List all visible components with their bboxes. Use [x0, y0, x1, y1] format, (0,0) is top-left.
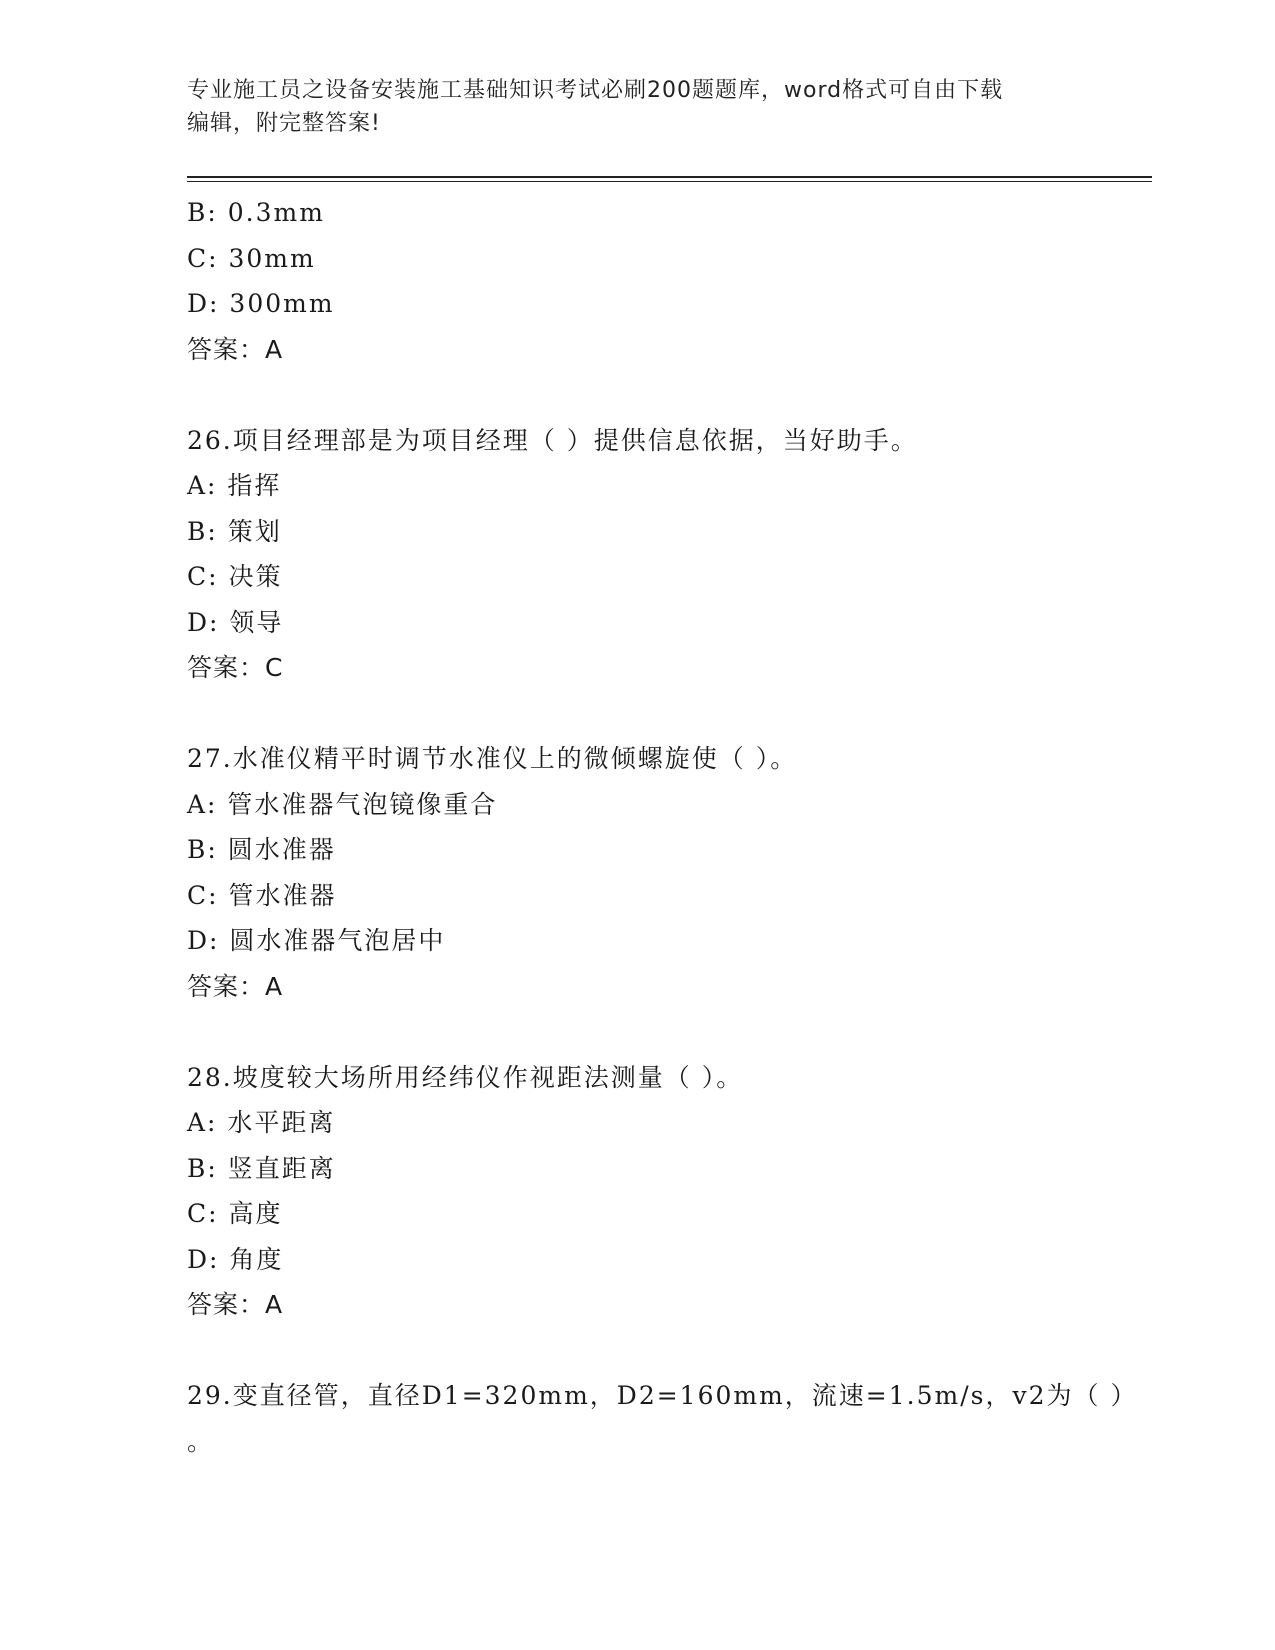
question-text-wrap: 。 — [187, 1426, 213, 1456]
spacer — [187, 1009, 1152, 1055]
answer-line: 答案：A — [187, 1290, 284, 1319]
option-c: C: 管水准器 — [187, 880, 337, 910]
header-divider-thick — [187, 176, 1152, 178]
option-d: D: 领导 — [187, 607, 284, 637]
option-b: B: 竖直距离 — [187, 1153, 336, 1183]
header-divider-thin — [187, 181, 1152, 182]
question-27-block — [187, 736, 1152, 1009]
question-text: 28.坡度较大场所用经纬仪作视距法测量（ ）。 — [187, 1062, 744, 1092]
answer-line: 答案：A — [187, 971, 284, 1001]
option-b: B: 策划 — [187, 516, 282, 546]
spacer — [187, 372, 1152, 418]
document-header — [187, 74, 1087, 140]
question-text: 27.水准仪精平时调节水准仪上的微倾螺旋使（ ）。 — [187, 744, 798, 773]
spacer — [187, 691, 1152, 737]
option-d: D: 角度 — [187, 1244, 284, 1274]
question-text: 26.项目经理部是为项目经理（ ）提供信息依据，当好助手。 — [187, 425, 918, 455]
option-b: B: 0.3mm — [187, 198, 325, 227]
answer-line: 答案：C — [187, 653, 284, 682]
option-a: A: 管水准器气泡镜像重合 — [187, 789, 498, 819]
question-25-block — [187, 190, 1152, 372]
option-a: A: 指挥 — [187, 471, 282, 500]
option-c: C: 30mm — [187, 243, 316, 273]
answer-line: 答案：A — [187, 334, 284, 364]
option-b: B: 圆水准器 — [187, 835, 336, 864]
option-d: D: 300mm — [187, 289, 335, 318]
option-d: D: 圆水准器气泡居中 — [187, 926, 446, 955]
question-29-block — [187, 1373, 1152, 1464]
spacer — [187, 1328, 1152, 1374]
header-line-1: 专业施工员之设备安装施工基础知识考试必刷200题题库，word格式可自由下载 — [187, 78, 1004, 103]
question-28-block — [187, 1055, 1152, 1328]
header-line-2: 编辑，附完整答案! — [187, 111, 381, 136]
question-text: 29.变直径管，直径D1=320mm，D2=160mm，流速=1.5m/s，v2为（ ） — [187, 1381, 1138, 1410]
option-c: C: 决策 — [187, 562, 283, 591]
question-list — [187, 190, 1152, 1464]
question-26-block — [187, 418, 1152, 691]
option-a: A: 水平距离 — [187, 1108, 336, 1137]
option-c: C: 高度 — [187, 1199, 283, 1228]
